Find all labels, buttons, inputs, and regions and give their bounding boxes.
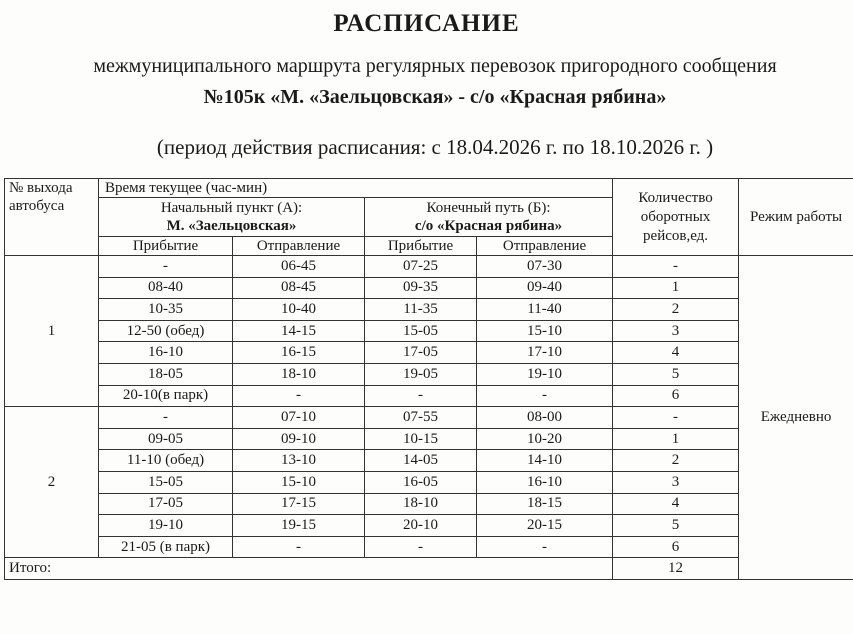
b-departure-cell: 10-20	[477, 428, 613, 450]
b-departure-cell: 20-15	[477, 515, 613, 537]
table-row	[5, 385, 853, 407]
validity-period: (период действия расписания: с 18.04.2026 г. по 18.10.2026 г. )	[156, 135, 714, 159]
a-departure-cell: 18-10	[233, 363, 365, 385]
route-name: №105к «М. «Заельцовская» - с/о «Красная рябина»	[203, 86, 667, 108]
trip-count-cell: 2	[613, 450, 739, 472]
b-arrival-cell: 09-35	[365, 277, 477, 299]
trip-count-cell: 2	[613, 299, 739, 321]
a-arrival-cell: 15-05	[99, 471, 233, 493]
point-b-label: Конечный путь (Б):	[426, 200, 551, 216]
point-b-name: с/о «Красная рябина»	[414, 218, 563, 234]
b-departure-cell: 11-40	[477, 299, 613, 321]
total-row	[5, 558, 853, 580]
a-arrival-cell: -	[99, 256, 233, 278]
trip-count-cell: 5	[613, 515, 739, 537]
header-point-a	[99, 198, 365, 237]
a-departure-cell: 06-45	[233, 256, 365, 278]
a-arrival-cell: 08-40	[99, 277, 233, 299]
a-arrival-cell: 09-05	[99, 428, 233, 450]
a-arrival-cell: 21-05 (в парк)	[99, 536, 233, 558]
b-departure-cell: 16-10	[477, 471, 613, 493]
header-b-arrival: Прибытие	[365, 237, 477, 256]
a-departure-cell: -	[233, 385, 365, 407]
trip-count-cell: 4	[613, 493, 739, 515]
b-arrival-cell: 17-05	[365, 342, 477, 364]
trip-count-cell: 6	[613, 385, 739, 407]
table-row	[5, 536, 853, 558]
b-departure-cell: -	[477, 385, 613, 407]
b-arrival-cell: -	[365, 385, 477, 407]
table-row	[5, 256, 853, 278]
table-row	[5, 493, 853, 515]
b-departure-cell: 15-10	[477, 320, 613, 342]
table-row	[5, 471, 853, 493]
a-departure-cell: 07-10	[233, 407, 365, 429]
a-departure-cell: 19-15	[233, 515, 365, 537]
header-a-departure: Отправление	[233, 237, 365, 256]
page-title: РАСПИСАНИЕ	[333, 10, 520, 37]
trip-count-cell: -	[613, 256, 739, 278]
b-arrival-cell: 16-05	[365, 471, 477, 493]
a-departure-cell: 14-15	[233, 320, 365, 342]
a-departure-cell: 17-15	[233, 493, 365, 515]
table-row	[5, 515, 853, 537]
a-arrival-cell: 10-35	[99, 299, 233, 321]
trip-count-cell: 1	[613, 277, 739, 299]
schedule-table	[4, 178, 853, 580]
a-departure-cell: 15-10	[233, 471, 365, 493]
b-arrival-cell: 10-15	[365, 428, 477, 450]
table-row	[5, 363, 853, 385]
header-current-time: Время текущее (час-мин)	[99, 179, 613, 198]
trip-count-cell: 3	[613, 471, 739, 493]
a-arrival-cell: 19-10	[99, 515, 233, 537]
bus-number-cell: 2	[5, 407, 99, 558]
a-departure-cell: 16-15	[233, 342, 365, 364]
table-row	[5, 320, 853, 342]
a-arrival-cell: 17-05	[99, 493, 233, 515]
b-arrival-cell: 07-25	[365, 256, 477, 278]
a-arrival-cell: 16-10	[99, 342, 233, 364]
b-arrival-cell: -	[365, 536, 477, 558]
trip-count-cell: -	[613, 407, 739, 429]
trip-count-cell: 6	[613, 536, 739, 558]
table-row	[5, 342, 853, 364]
b-departure-cell: 17-10	[477, 342, 613, 364]
point-a-label: Начальный пункт (А):	[160, 200, 303, 216]
table-row	[5, 299, 853, 321]
b-arrival-cell: 15-05	[365, 320, 477, 342]
b-arrival-cell: 11-35	[365, 299, 477, 321]
header-bus-number: № выхода автобуса	[5, 179, 99, 256]
a-arrival-cell: 11-10 (обед)	[99, 450, 233, 472]
bus-number-cell: 1	[5, 256, 99, 407]
b-departure-cell: -	[477, 536, 613, 558]
point-a-name: М. «Заельцовская»	[166, 218, 297, 234]
trip-count-cell: 3	[613, 320, 739, 342]
a-departure-cell: 09-10	[233, 428, 365, 450]
table-row	[5, 450, 853, 472]
table-row	[5, 277, 853, 299]
b-departure-cell: 18-15	[477, 493, 613, 515]
trip-count-cell: 5	[613, 363, 739, 385]
table-row	[5, 428, 853, 450]
b-arrival-cell: 07-55	[365, 407, 477, 429]
header-a-arrival: Прибытие	[99, 237, 233, 256]
a-arrival-cell: -	[99, 407, 233, 429]
b-arrival-cell: 20-10	[365, 515, 477, 537]
b-departure-cell: 08-00	[477, 407, 613, 429]
a-arrival-cell: 18-05	[99, 363, 233, 385]
table-row	[5, 407, 853, 429]
total-value: 12	[613, 558, 739, 580]
b-departure-cell: 14-10	[477, 450, 613, 472]
work-mode-cell: Ежедневно	[739, 256, 853, 580]
a-departure-cell: -	[233, 536, 365, 558]
page-subtitle: межмуниципального маршрута регулярных перевозок пригородного сообщения	[93, 55, 777, 77]
a-arrival-cell: 20-10(в парк)	[99, 385, 233, 407]
b-arrival-cell: 19-05	[365, 363, 477, 385]
header-trip-count: Количество оборотных рейсов,ед.	[613, 179, 739, 256]
a-departure-cell: 13-10	[233, 450, 365, 472]
a-departure-cell: 10-40	[233, 299, 365, 321]
trip-count-cell: 4	[613, 342, 739, 364]
a-departure-cell: 08-45	[233, 277, 365, 299]
header-point-b	[365, 198, 613, 237]
a-arrival-cell: 12-50 (обед)	[99, 320, 233, 342]
b-departure-cell: 09-40	[477, 277, 613, 299]
b-arrival-cell: 14-05	[365, 450, 477, 472]
total-label: Итого:	[5, 558, 613, 580]
header-b-departure: Отправление	[477, 237, 613, 256]
header-work-mode: Режим работы	[739, 179, 853, 256]
trip-count-cell: 1	[613, 428, 739, 450]
b-arrival-cell: 18-10	[365, 493, 477, 515]
b-departure-cell: 19-10	[477, 363, 613, 385]
b-departure-cell: 07-30	[477, 256, 613, 278]
